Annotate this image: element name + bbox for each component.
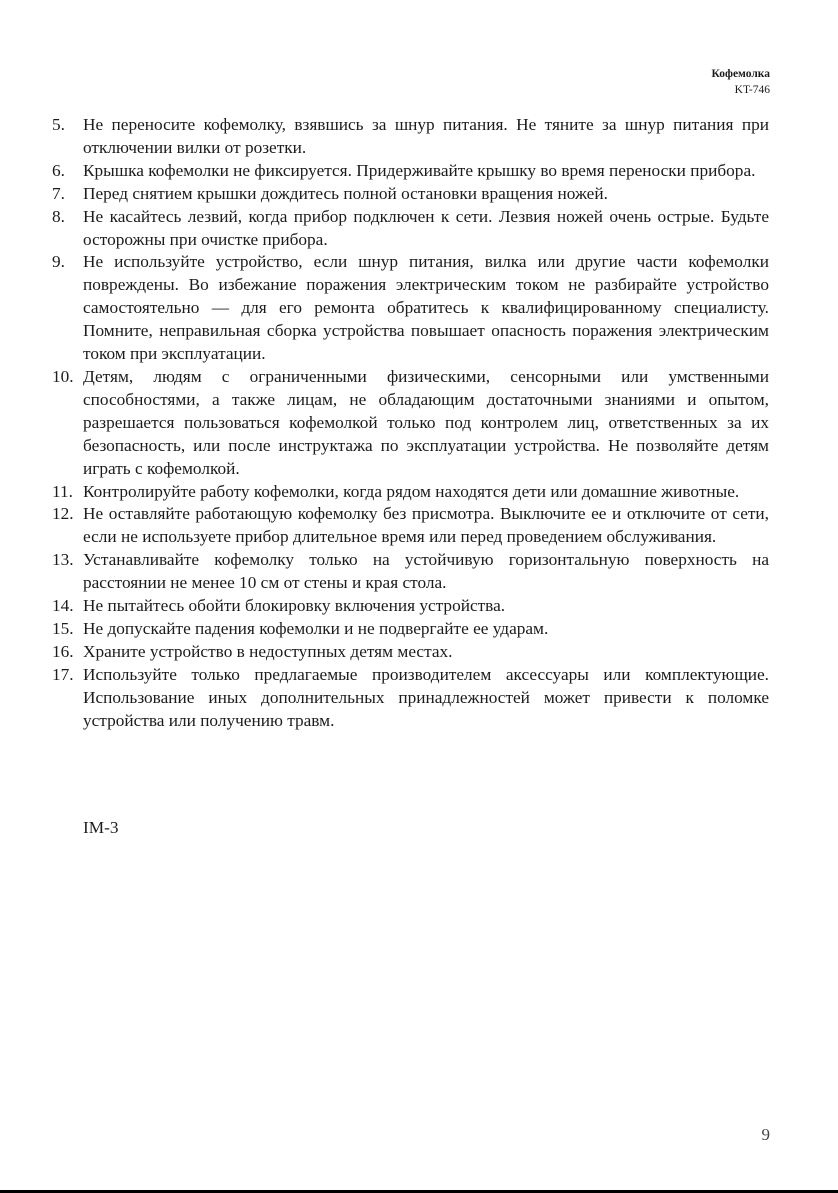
manual-code: IM-3 — [83, 818, 119, 837]
item-text: Детям, людям с ограниченными физическими, сенсорными или умственными способностями, а также лицам, не обладающим достаточными знаниями и опытом, разрешается пользоваться кофемолкой только под контролем лиц, ответственных за их безопасность, или после инструктажа по эксплуатации устройства. Не позволяйте детям играть с кофемолкой. — [83, 366, 769, 478]
item-number: 9. — [52, 252, 65, 272]
list-item — [52, 595, 769, 618]
item-number: 15. — [52, 618, 74, 638]
item-text: Контролируйте работу кофемолки, когда рядом находятся дети или домашние животные. — [83, 481, 740, 501]
item-number: 16. — [52, 641, 74, 661]
list-item — [52, 251, 769, 366]
item-text: Храните устройство в недоступных детям местах. — [83, 641, 453, 661]
list-item — [52, 641, 769, 664]
item-number: 7. — [52, 183, 65, 203]
list-item — [52, 183, 769, 206]
item-number: 14. — [52, 596, 74, 616]
item-number: 12. — [52, 504, 74, 524]
page-header — [711, 66, 770, 98]
list-item — [52, 503, 769, 549]
item-text: Не оставляйте работающую кофемолку без присмотра. Выключите ее и отключите от сети, если не используете прибор длительное время или перед проведением обслуживания. — [83, 504, 769, 547]
item-text: Не используйте устройство, если шнур питания, вилка или другие части кофемолки повреждены. Во избежание поражения электрическим током не разбирайте устройство самостоятельно — для его ремонта обратитесь к квалифицированному специалисту. Помните, неправильная сборка устройства повышает опасность поражения электрическим током при эксплуатации. — [83, 252, 769, 364]
list-item — [52, 618, 769, 641]
list-item — [52, 481, 769, 504]
product-name: Кофемолка — [711, 68, 770, 80]
model-number: KT-746 — [734, 84, 770, 96]
item-text: Не допускайте падения кофемолки и не подвергайте ее ударам. — [83, 618, 549, 638]
item-text: Используйте только предлагаемые производителем аксессуары или комплектующие. Использование иных дополнительных принадлежностей может привести к поломке устройства или получению травм. — [83, 664, 769, 730]
list-item — [52, 160, 769, 183]
item-number: 6. — [52, 160, 65, 180]
list-item — [52, 206, 769, 252]
item-number: 17. — [52, 664, 74, 684]
item-text: Устанавливайте кофемолку только на устойчивую горизонтальную поверхность на расстоянии не менее 10 см от стены и края стола. — [83, 550, 769, 593]
item-number: 11. — [52, 481, 73, 501]
item-text: Перед снятием крышки дождитесь полной остановки вращения ножей. — [83, 183, 608, 203]
item-number: 8. — [52, 206, 65, 226]
item-number: 10. — [52, 366, 74, 386]
list-item — [52, 366, 769, 481]
item-text: Не касайтесь лезвий, когда прибор подключен к сети. Лезвия ножей очень острые. Будьте осторожны при очистке прибора. — [83, 206, 769, 249]
safety-instructions-list — [52, 114, 769, 732]
list-item — [52, 549, 769, 595]
item-number: 13. — [52, 550, 74, 570]
item-text: Крышка кофемолки не фиксируется. Придерживайте крышку во время переноски прибора. — [83, 160, 756, 180]
list-item — [52, 114, 769, 160]
item-text: Не переносите кофемолку, взявшись за шнур питания. Не тяните за шнур питания при отключении вилки от розетки. — [83, 115, 769, 157]
item-number: 5. — [52, 115, 65, 134]
list-item — [52, 664, 769, 733]
item-text: Не пытайтесь обойти блокировку включения устройства. — [83, 596, 506, 616]
page-number: 9 — [761, 1125, 770, 1144]
